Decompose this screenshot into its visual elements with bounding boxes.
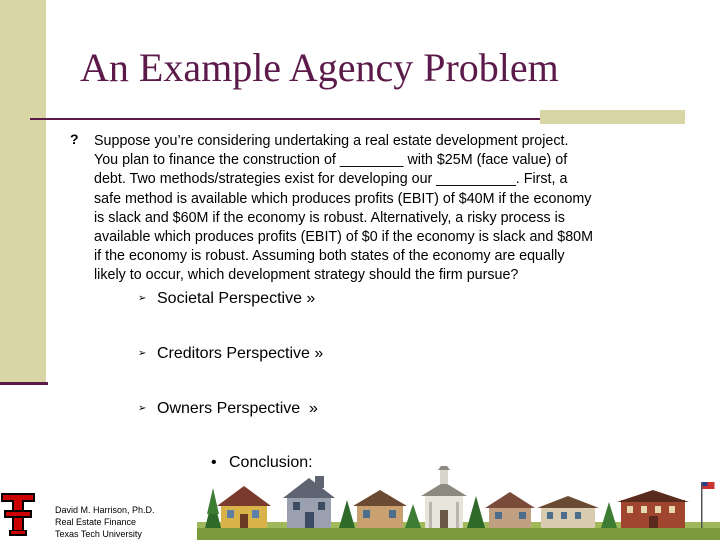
question-bullet-icon: ? — [70, 131, 79, 147]
neighborhood-illustration — [197, 466, 720, 540]
owners-perspective-label: Owners Perspective » — [157, 400, 318, 417]
creditors-perspective-label: Creditors Perspective » — [157, 345, 324, 362]
footer-credits — [55, 504, 155, 540]
societal-perspective-label: Societal Perspective » — [157, 290, 316, 307]
title-underline-accent — [540, 110, 685, 124]
societal-perspective-item — [138, 290, 315, 308]
footer-department: Real Estate Finance — [55, 517, 137, 527]
arrow-bullet-icon: ➢ — [138, 403, 147, 414]
problem-line: safe method is available which produces profits (EBIT) of $40M if the economy — [94, 190, 592, 207]
conclusion-label: Conclusion: — [229, 454, 313, 471]
arrow-bullet-icon: ➢ — [138, 348, 147, 359]
sidebar-divider — [0, 382, 48, 385]
footer-author: David M. Harrison, Ph.D. — [55, 505, 155, 515]
problem-line: Suppose you’re considering undertaking a real estate development project. — [94, 133, 569, 149]
problem-line: You plan to finance the construction of ________ with $25M (face value) of — [94, 152, 568, 169]
problem-line: if the economy is robust. Assuming both states of the economy are equally — [94, 248, 565, 265]
owners-perspective-item — [138, 400, 318, 418]
sidebar-band — [0, 0, 46, 382]
texas-tech-logo — [0, 490, 36, 540]
dot-bullet-icon: • — [211, 454, 217, 471]
problem-line: debt. Two methods/strategies exist for developing our __________. First, a — [94, 171, 568, 188]
problem-line: likely to occur, which development strategy should the firm pursue? — [94, 267, 519, 284]
problem-line: available which produces profits (EBIT) of $0 if the economy is slack and $80M — [94, 229, 594, 246]
footer-university: Texas Tech University — [55, 529, 142, 539]
arrow-bullet-icon: ➢ — [138, 293, 147, 304]
slide-title: An Example Agency Problem — [80, 45, 559, 90]
creditors-perspective-item — [138, 345, 323, 363]
problem-line: is slack and $60M if the economy is robust. Alternatively, a risky process is — [94, 209, 565, 226]
problem-statement — [94, 132, 668, 286]
